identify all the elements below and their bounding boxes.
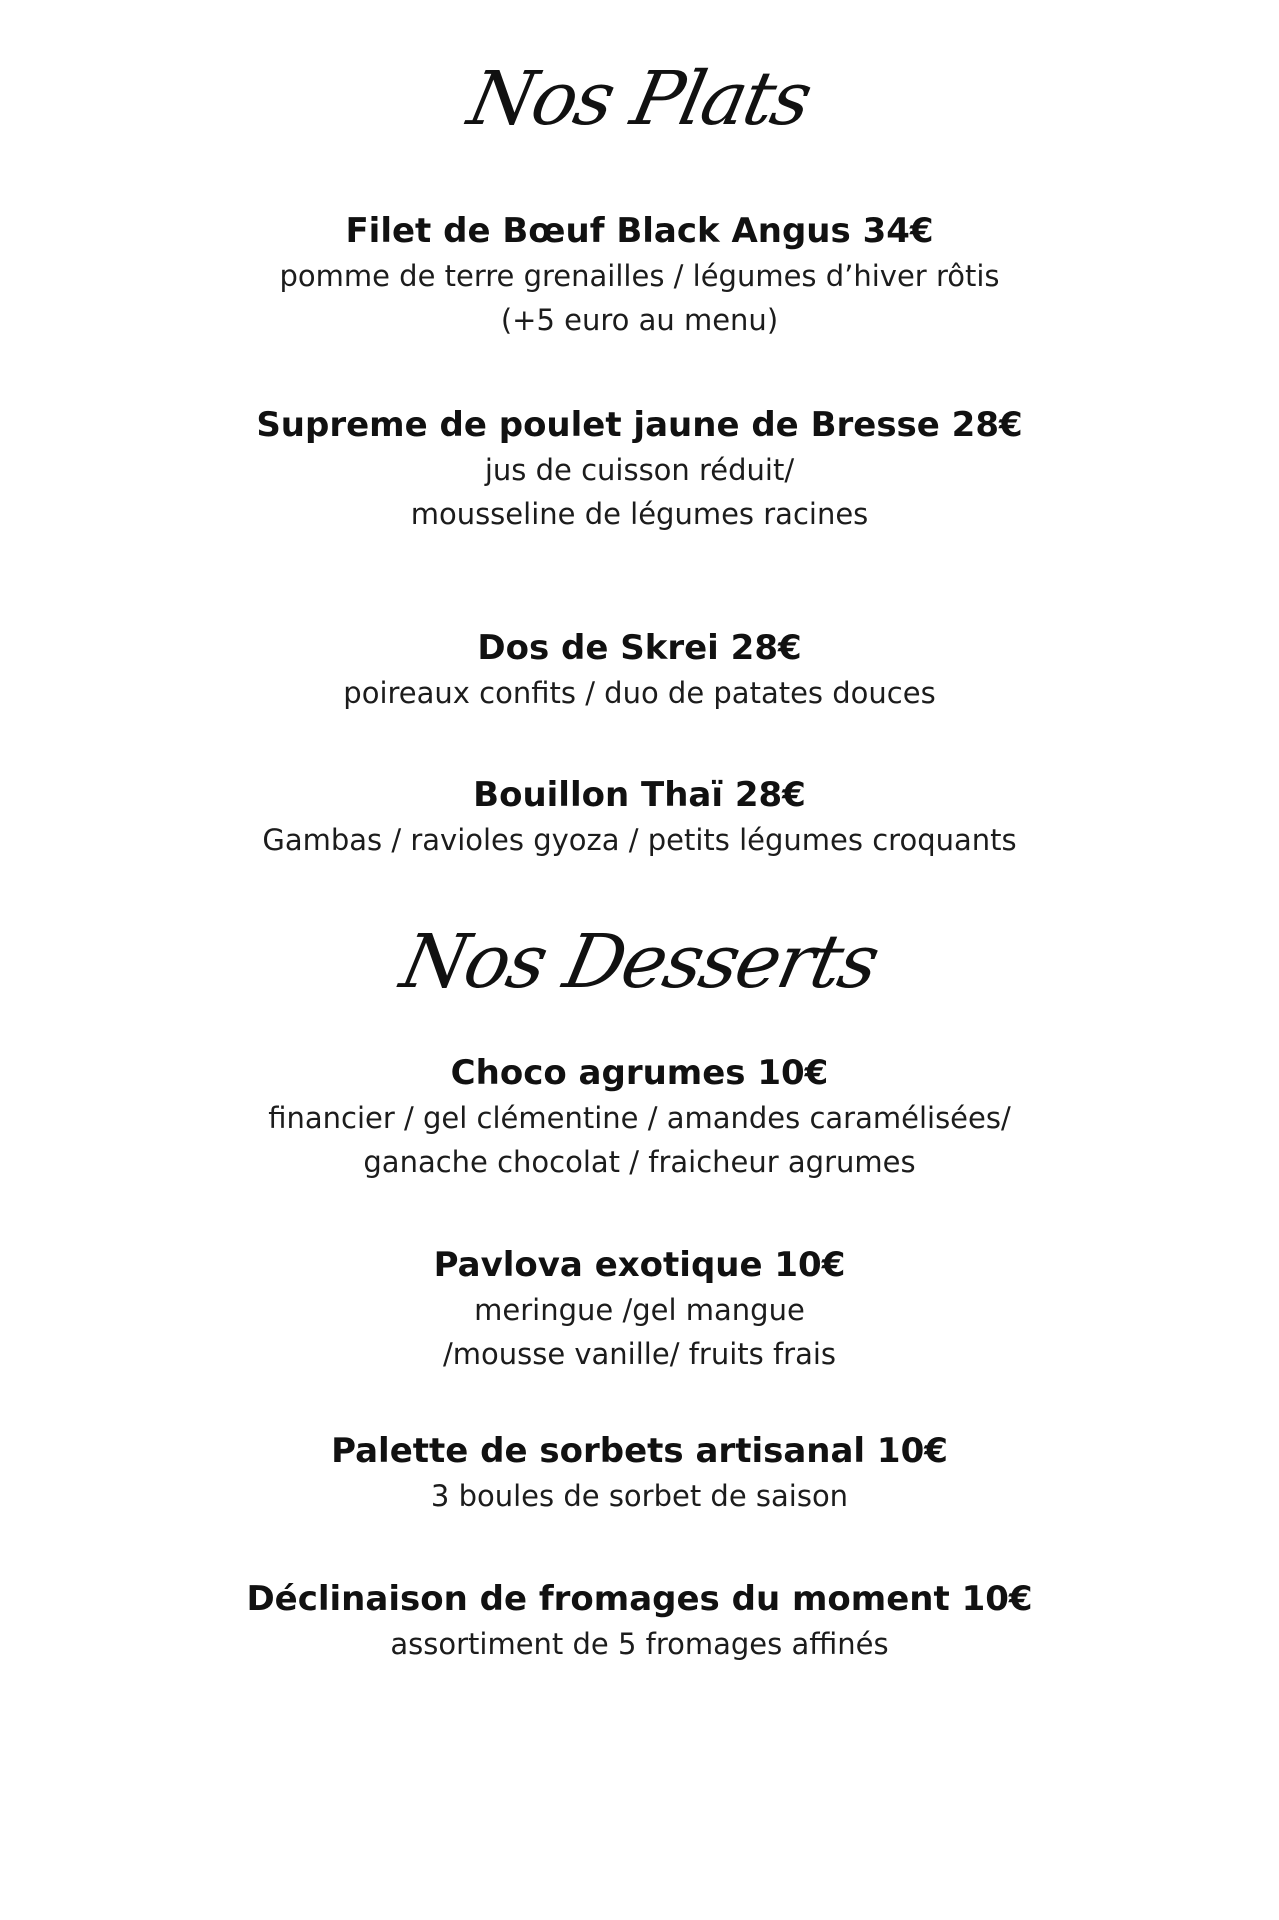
dish-name: Supreme de poulet jaune de Bresse 28€ xyxy=(256,405,1023,445)
dish-name: Déclinaison de fromages du moment 10€ xyxy=(246,1579,1033,1619)
menu-item-filet-de-boeuf xyxy=(0,208,1279,342)
dish-description-line: ganache chocolat / fraicheur agrumes xyxy=(363,1145,916,1179)
dish-name: Choco agrumes 10€ xyxy=(450,1053,829,1093)
menu-item-supreme-de-poulet xyxy=(0,402,1279,536)
dish-description-line: /mousse vanille/ fruits frais xyxy=(442,1337,837,1371)
dish-description-line: meringue /gel mangue xyxy=(474,1293,805,1327)
dish-description-line: mousseline de légumes racines xyxy=(410,497,869,531)
menu-item-palette-de-sorbets xyxy=(0,1428,1279,1518)
dish-description-line: pomme de terre grenailles / légumes d’hiver rôtis xyxy=(279,259,1000,293)
dish-description-line: Gambas / ravioles gyoza / petits légumes croquants xyxy=(262,823,1017,857)
dish-name: Pavlova exotique 10€ xyxy=(433,1245,846,1285)
dish-description-line: assortiment de 5 fromages affinés xyxy=(390,1627,889,1661)
dish-name: Bouillon Thaï 28€ xyxy=(473,775,806,815)
menu-item-bouillon-thai xyxy=(0,772,1279,862)
dish-name: Filet de Bœuf Black Angus 34€ xyxy=(345,211,934,251)
section-title-plats: Nos Plats xyxy=(461,56,818,142)
menu-item-declinaison-de-fromages xyxy=(0,1576,1279,1666)
menu-item-dos-de-skrei xyxy=(0,625,1279,715)
dish-description-line: 3 boules de sorbet de saison xyxy=(430,1479,849,1513)
dish-name: Palette de sorbets artisanal 10€ xyxy=(331,1431,948,1471)
dish-description-line: poireaux confits / duo de patates douces xyxy=(343,676,936,710)
menu-item-choco-agrumes xyxy=(0,1050,1279,1184)
dish-description-line: (+5 euro au menu) xyxy=(500,303,779,337)
dish-name: Dos de Skrei 28€ xyxy=(477,628,802,668)
menu-item-pavlova-exotique xyxy=(0,1242,1279,1376)
section-title-desserts: Nos Desserts xyxy=(393,919,886,1005)
dish-description-line: financier / gel clémentine / amandes caramélisées/ xyxy=(268,1101,1011,1135)
dish-description-line: jus de cuisson réduit/ xyxy=(484,453,795,487)
